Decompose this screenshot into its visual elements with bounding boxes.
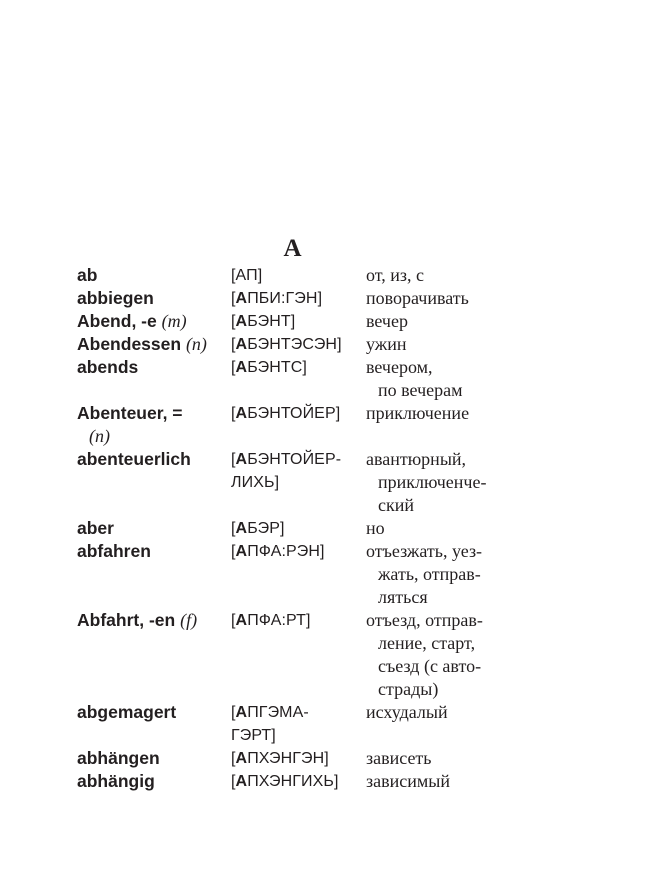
stressed-letter: А [235, 750, 248, 767]
stressed-letter: А [235, 313, 248, 330]
pronunciation [231, 747, 366, 770]
stressed-letter: А [235, 359, 248, 376]
section-letter: A [283, 235, 302, 262]
pronunciation-line: [АБЭНТОЙЕР] [231, 405, 341, 422]
translation-line: вечер [366, 311, 408, 331]
pronunciation-line: [АП] [231, 267, 263, 284]
headword-cell [77, 310, 231, 333]
headword: ab [77, 265, 98, 285]
headword-cell [77, 609, 231, 632]
dictionary-entry [77, 333, 527, 356]
translation-line: ский [378, 495, 414, 515]
translation-line: ление, старт, [378, 633, 476, 653]
gender-marker: (n) [89, 426, 110, 446]
translation-line: вечером, [366, 357, 433, 377]
dictionary-entry [77, 701, 527, 747]
translation [366, 356, 527, 402]
dictionary-entry [77, 770, 527, 793]
pronunciation-line: [АПХЭНГИХЬ] [231, 773, 339, 790]
pronunciation-line: [АБЭНТ] [231, 313, 296, 330]
stressed-letter: А [235, 451, 248, 468]
headword: abends [77, 357, 139, 377]
pronunciation [231, 770, 366, 793]
translation [366, 287, 527, 310]
pronunciation [231, 333, 366, 356]
translation-line: поворачивать [366, 288, 469, 308]
translation [366, 264, 527, 287]
headword-cell [77, 517, 231, 540]
pronunciation [231, 287, 366, 310]
pronunciation [231, 356, 366, 379]
stressed-letter: А [235, 704, 248, 721]
dictionary-entry [77, 287, 527, 310]
pronunciation [231, 402, 366, 425]
translation-line: ужин [366, 334, 407, 354]
translation-line: отъезжать, уез- [366, 541, 483, 561]
pronunciation-line: [АБЭНТС] [231, 359, 307, 376]
gender-marker: (f) [180, 610, 198, 630]
headword: abbiegen [77, 288, 154, 308]
headword: abfahren [77, 541, 151, 561]
translation-line: по вечерам [378, 380, 463, 400]
translation-line: приключение [366, 403, 470, 423]
pronunciation [231, 540, 366, 563]
translation-line: съезд (с авто- [378, 656, 482, 676]
translation-line: отъезд, отправ- [366, 610, 483, 630]
translation [366, 540, 527, 609]
headword: aber [77, 518, 114, 538]
pronunciation-line: [АПХЭНГЭН] [231, 750, 329, 767]
headword-cell [77, 747, 231, 770]
dictionary-entry [77, 517, 527, 540]
translation [366, 747, 527, 770]
headword-cell [77, 770, 231, 793]
pronunciation-line: [АПФА:РЭН] [231, 543, 325, 560]
pronunciation [231, 264, 366, 287]
translation-line: авантюрный, [366, 449, 467, 469]
translation-line: исхудалый [366, 702, 448, 722]
stressed-letter: А [235, 543, 248, 560]
translation [366, 701, 527, 724]
headword-cell [77, 333, 231, 356]
headword: Abendessen [77, 334, 182, 354]
stressed-letter: А [235, 405, 248, 422]
translation-line: зависеть [366, 748, 432, 768]
pronunciation [231, 310, 366, 333]
pronunciation-line: [АПФА:РТ] [231, 612, 311, 629]
translation [366, 517, 527, 540]
pronunciation-line: ГЭРТ] [231, 727, 276, 744]
pronunciation [231, 609, 366, 632]
pronunciation [231, 448, 366, 494]
translation [366, 402, 527, 425]
stressed-letter: А [235, 290, 248, 307]
headword: Abenteuer, = [77, 403, 183, 423]
translation-line: приключенче- [378, 472, 487, 492]
translation [366, 770, 527, 793]
gender-marker: (n) [185, 334, 207, 354]
dictionary-entry [77, 356, 527, 402]
dictionary-entry [77, 540, 527, 609]
pronunciation-line: ЛИХЬ] [231, 474, 280, 491]
headword-cell [77, 356, 231, 379]
dictionary-entry [77, 448, 527, 517]
translation [366, 448, 527, 517]
headword-cell [77, 402, 231, 448]
translation-line: но [366, 518, 385, 538]
stressed-letter: А [235, 612, 248, 629]
dictionary-entry [77, 609, 527, 701]
pronunciation-line: [АБЭНТОЙЕР- [231, 451, 342, 468]
headword-cell [77, 264, 231, 287]
pronunciation [231, 517, 366, 540]
headword: abhängig [77, 771, 155, 791]
dictionary-entry [77, 747, 527, 770]
translation-line: от, из, с [366, 265, 425, 285]
pronunciation [231, 701, 366, 747]
stressed-letter: А [235, 336, 248, 353]
headword-cell [77, 701, 231, 724]
dictionary-entry [77, 264, 527, 287]
dictionary-entry [77, 310, 527, 333]
translation [366, 310, 527, 333]
gender-marker: (m) [161, 311, 187, 331]
translation [366, 609, 527, 701]
pronunciation-line: [АПБИ:ГЭН] [231, 290, 323, 307]
translation [366, 333, 527, 356]
stressed-letter: А [235, 773, 248, 790]
headword: abenteuerlich [77, 449, 191, 469]
headword-cell [77, 540, 231, 563]
translation-line: жать, отправ- [378, 564, 481, 584]
dictionary-entries [77, 264, 527, 793]
pronunciation-line: [АБЭР] [231, 520, 285, 537]
translation-line: страды) [378, 679, 439, 699]
translation-line: зависимый [366, 771, 450, 791]
headword: Abend, -e [77, 311, 157, 331]
pronunciation-line: [АБЭНТЭСЭН] [231, 336, 342, 353]
dictionary-entry [77, 402, 527, 448]
headword: Abfahrt, -en [77, 610, 176, 630]
stressed-letter: А [235, 520, 248, 537]
translation-line: ляться [378, 587, 428, 607]
headword-cell [77, 448, 231, 471]
pronunciation-line: [АПГЭМА- [231, 704, 309, 721]
headword: abhängen [77, 748, 160, 768]
headword: abgemagert [77, 702, 177, 722]
headword-cell [77, 287, 231, 310]
